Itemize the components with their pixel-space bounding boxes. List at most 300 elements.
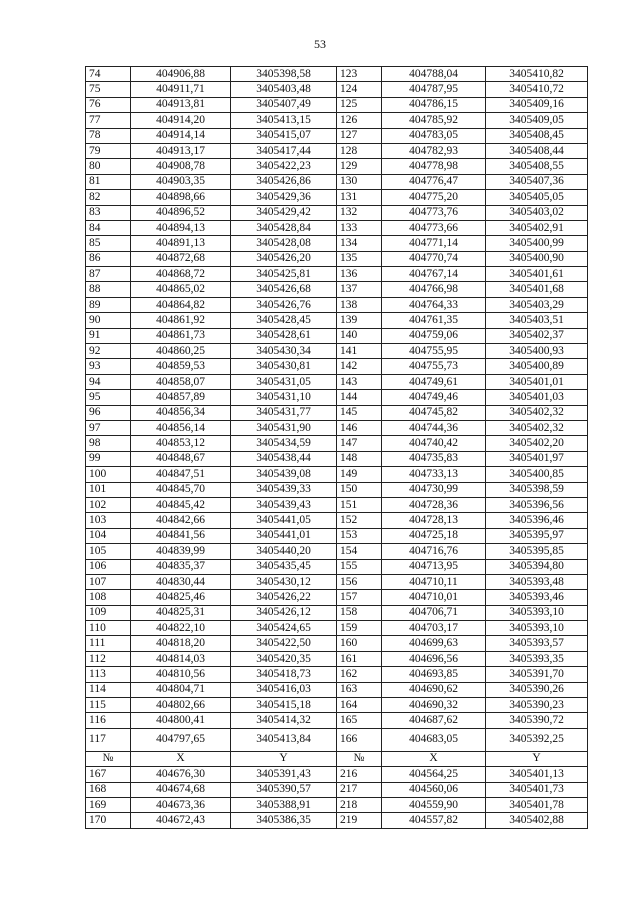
x-coordinate-cell: 404787,95	[382, 82, 486, 97]
x-coordinate-cell: 404845,42	[131, 497, 231, 512]
x-coordinate-cell: 404810,56	[131, 667, 231, 682]
point-number-cell: 96	[86, 405, 131, 420]
y-coordinate-cell: 3405408,55	[486, 159, 588, 174]
y-coordinate-cell: 3405390,23	[486, 698, 588, 713]
point-number-cell: 161	[337, 651, 382, 666]
y-coordinate-cell: 3405394,80	[486, 559, 588, 574]
x-coordinate-cell: 404818,20	[131, 636, 231, 651]
point-number-cell: 91	[86, 328, 131, 343]
y-coordinate-cell: 3405430,34	[231, 344, 337, 359]
point-number-cell: 107	[86, 574, 131, 589]
y-coordinate-cell: 3405408,44	[486, 143, 588, 158]
x-coordinate-cell: 404861,73	[131, 328, 231, 343]
point-number-cell: 84	[86, 220, 131, 235]
point-number-cell: 144	[337, 390, 382, 405]
point-number-cell: 153	[337, 528, 382, 543]
point-number-cell: 115	[86, 698, 131, 713]
table-row	[86, 359, 588, 374]
point-number-cell: 217	[337, 782, 382, 797]
point-number-cell: 82	[86, 190, 131, 205]
table-row	[86, 344, 588, 359]
y-coordinate-cell: 3405401,01	[486, 374, 588, 389]
y-coordinate-cell: 3405426,86	[231, 174, 337, 189]
point-number-cell: 165	[337, 713, 382, 728]
point-number-cell: 147	[337, 436, 382, 451]
y-coordinate-cell: 3405396,46	[486, 513, 588, 528]
y-coordinate-cell: 3405402,32	[486, 420, 588, 435]
point-number-cell: 97	[86, 420, 131, 435]
y-coordinate-cell: 3405400,89	[486, 359, 588, 374]
y-coordinate-cell: 3405428,61	[231, 328, 337, 343]
y-coordinate-cell: 3405400,90	[486, 251, 588, 266]
y-coordinate-cell: 3405402,88	[486, 813, 588, 828]
table-row	[86, 159, 588, 174]
point-number-cell: 146	[337, 420, 382, 435]
coordinates-table	[85, 66, 588, 829]
y-coordinate-cell: 3405430,81	[231, 359, 337, 374]
point-number-cell: 136	[337, 267, 382, 282]
point-number-cell: 92	[86, 344, 131, 359]
table-row	[86, 374, 588, 389]
y-coordinate-cell: 3405428,84	[231, 220, 337, 235]
point-number-cell: 167	[86, 767, 131, 782]
table-row	[86, 482, 588, 497]
table-row	[86, 497, 588, 512]
point-number-cell: 85	[86, 236, 131, 251]
y-coordinate-cell: 3405414,32	[231, 713, 337, 728]
x-coordinate-cell: 404728,36	[382, 497, 486, 512]
x-coordinate-cell: 404814,03	[131, 651, 231, 666]
table-row	[86, 767, 588, 782]
point-number-cell: 127	[337, 128, 382, 143]
table-row	[86, 328, 588, 343]
header-y-coordinate-cell: Y	[486, 751, 588, 766]
x-coordinate-cell: 404853,12	[131, 436, 231, 451]
y-coordinate-cell: 3405431,90	[231, 420, 337, 435]
point-number-cell: 149	[337, 467, 382, 482]
point-number-cell: 81	[86, 174, 131, 189]
y-coordinate-cell: 3405415,07	[231, 128, 337, 143]
point-number-cell: 152	[337, 513, 382, 528]
table-row	[86, 621, 588, 636]
x-coordinate-cell: 404773,66	[382, 220, 486, 235]
y-coordinate-cell: 3405439,33	[231, 482, 337, 497]
x-coordinate-cell: 404911,71	[131, 82, 231, 97]
x-coordinate-cell: 404788,04	[382, 67, 486, 82]
point-number-cell: 105	[86, 544, 131, 559]
x-coordinate-cell: 404676,30	[131, 767, 231, 782]
point-number-cell: 109	[86, 605, 131, 620]
y-coordinate-cell: 3405401,03	[486, 390, 588, 405]
point-number-cell: 78	[86, 128, 131, 143]
y-coordinate-cell: 3405426,76	[231, 297, 337, 312]
table-row	[86, 782, 588, 797]
y-coordinate-cell: 3405400,93	[486, 344, 588, 359]
y-coordinate-cell: 3405400,99	[486, 236, 588, 251]
y-coordinate-cell: 3405403,51	[486, 313, 588, 328]
point-number-cell: 158	[337, 605, 382, 620]
point-number-cell: 116	[86, 713, 131, 728]
x-coordinate-cell: 404560,06	[382, 782, 486, 797]
y-coordinate-cell: 3405390,57	[231, 782, 337, 797]
point-number-cell: 80	[86, 159, 131, 174]
point-number-cell: 154	[337, 544, 382, 559]
x-coordinate-cell: 404841,56	[131, 528, 231, 543]
point-number-cell: 148	[337, 451, 382, 466]
x-coordinate-cell: 404771,14	[382, 236, 486, 251]
table-row	[86, 451, 588, 466]
y-coordinate-cell: 3405413,84	[231, 728, 337, 751]
y-coordinate-cell: 3405395,97	[486, 528, 588, 543]
y-coordinate-cell: 3405400,85	[486, 467, 588, 482]
point-number-cell: 89	[86, 297, 131, 312]
table-row	[86, 605, 588, 620]
x-coordinate-cell: 404672,43	[131, 813, 231, 828]
x-coordinate-cell: 404847,51	[131, 467, 231, 482]
y-coordinate-cell: 3405407,49	[231, 97, 337, 112]
table-row	[86, 67, 588, 82]
x-coordinate-cell: 404766,98	[382, 282, 486, 297]
point-number-cell: 87	[86, 267, 131, 282]
point-number-cell: 95	[86, 390, 131, 405]
y-coordinate-cell: 3405429,42	[231, 205, 337, 220]
table-row	[86, 82, 588, 97]
x-coordinate-cell: 404767,14	[382, 267, 486, 282]
y-coordinate-cell: 3405418,73	[231, 667, 337, 682]
y-coordinate-cell: 3405409,05	[486, 113, 588, 128]
table-row	[86, 797, 588, 812]
table-row	[86, 390, 588, 405]
x-coordinate-cell: 404764,33	[382, 297, 486, 312]
table-row	[86, 143, 588, 158]
point-number-cell: 126	[337, 113, 382, 128]
x-coordinate-cell: 404856,34	[131, 405, 231, 420]
point-number-cell: 99	[86, 451, 131, 466]
point-number-cell: 137	[337, 282, 382, 297]
point-number-cell: 162	[337, 667, 382, 682]
point-number-cell: 83	[86, 205, 131, 220]
table-row	[86, 174, 588, 189]
x-coordinate-cell: 404749,46	[382, 390, 486, 405]
point-number-cell: 98	[86, 436, 131, 451]
x-coordinate-cell: 404759,06	[382, 328, 486, 343]
x-coordinate-cell: 404903,35	[131, 174, 231, 189]
point-number-cell: 113	[86, 667, 131, 682]
table-row	[86, 636, 588, 651]
point-number-cell: 140	[337, 328, 382, 343]
point-number-cell: 156	[337, 574, 382, 589]
point-number-cell: 145	[337, 405, 382, 420]
x-coordinate-cell: 404696,56	[382, 651, 486, 666]
point-number-cell: 125	[337, 97, 382, 112]
point-number-cell: 169	[86, 797, 131, 812]
y-coordinate-cell: 3405431,10	[231, 390, 337, 405]
y-coordinate-cell: 3405407,36	[486, 174, 588, 189]
y-coordinate-cell: 3405424,65	[231, 621, 337, 636]
point-number-cell: 104	[86, 528, 131, 543]
x-coordinate-cell: 404725,18	[382, 528, 486, 543]
x-coordinate-cell: 404755,95	[382, 344, 486, 359]
y-coordinate-cell: 3405393,57	[486, 636, 588, 651]
table-row	[86, 436, 588, 451]
y-coordinate-cell: 3405390,26	[486, 682, 588, 697]
y-coordinate-cell: 3405401,13	[486, 767, 588, 782]
table-row	[86, 190, 588, 205]
y-coordinate-cell: 3405401,61	[486, 267, 588, 282]
point-number-cell: 150	[337, 482, 382, 497]
header-y-coordinate-cell: Y	[231, 751, 337, 766]
y-coordinate-cell: 3405386,35	[231, 813, 337, 828]
y-coordinate-cell: 3405439,43	[231, 497, 337, 512]
point-number-cell: 131	[337, 190, 382, 205]
table-row	[86, 544, 588, 559]
point-number-cell: 111	[86, 636, 131, 651]
y-coordinate-cell: 3405402,32	[486, 405, 588, 420]
point-number-cell: 159	[337, 621, 382, 636]
point-number-cell: 88	[86, 282, 131, 297]
x-coordinate-cell: 404861,92	[131, 313, 231, 328]
point-number-cell: 110	[86, 621, 131, 636]
y-coordinate-cell: 3405410,72	[486, 82, 588, 97]
y-coordinate-cell: 3405402,91	[486, 220, 588, 235]
y-coordinate-cell: 3405441,01	[231, 528, 337, 543]
point-number-cell: 218	[337, 797, 382, 812]
y-coordinate-cell: 3405426,20	[231, 251, 337, 266]
table-row	[86, 698, 588, 713]
point-number-cell: 75	[86, 82, 131, 97]
table-row	[86, 651, 588, 666]
table-row	[86, 559, 588, 574]
x-coordinate-cell: 404858,07	[131, 374, 231, 389]
point-number-cell: 139	[337, 313, 382, 328]
point-number-cell: 124	[337, 82, 382, 97]
point-number-cell: 86	[86, 251, 131, 266]
y-coordinate-cell: 3405388,91	[231, 797, 337, 812]
table-row	[86, 313, 588, 328]
x-coordinate-cell: 404706,71	[382, 605, 486, 620]
y-coordinate-cell: 3405393,48	[486, 574, 588, 589]
x-coordinate-cell: 404728,13	[382, 513, 486, 528]
y-coordinate-cell: 3405439,08	[231, 467, 337, 482]
x-coordinate-cell: 404797,65	[131, 728, 231, 751]
x-coordinate-cell: 404744,36	[382, 420, 486, 435]
x-coordinate-cell: 404770,74	[382, 251, 486, 266]
point-number-cell: 164	[337, 698, 382, 713]
point-number-cell: 74	[86, 67, 131, 82]
point-number-cell: 93	[86, 359, 131, 374]
x-coordinate-cell: 404845,70	[131, 482, 231, 497]
x-coordinate-cell: 404860,25	[131, 344, 231, 359]
x-coordinate-cell: 404906,88	[131, 67, 231, 82]
y-coordinate-cell: 3405401,78	[486, 797, 588, 812]
point-number-cell: 155	[337, 559, 382, 574]
y-coordinate-cell: 3405403,29	[486, 297, 588, 312]
y-coordinate-cell: 3405413,15	[231, 113, 337, 128]
x-coordinate-cell: 404865,02	[131, 282, 231, 297]
y-coordinate-cell: 3405403,48	[231, 82, 337, 97]
header-point-number-cell: №	[337, 751, 382, 766]
y-coordinate-cell: 3405396,56	[486, 497, 588, 512]
point-number-cell: 128	[337, 143, 382, 158]
table-row	[86, 251, 588, 266]
x-coordinate-cell: 404785,92	[382, 113, 486, 128]
table-row	[86, 128, 588, 143]
point-number-cell: 142	[337, 359, 382, 374]
x-coordinate-cell: 404896,52	[131, 205, 231, 220]
x-coordinate-cell: 404745,82	[382, 405, 486, 420]
point-number-cell: 216	[337, 767, 382, 782]
x-coordinate-cell: 404716,76	[382, 544, 486, 559]
x-coordinate-cell: 404825,31	[131, 605, 231, 620]
table-row	[86, 236, 588, 251]
x-coordinate-cell: 404740,42	[382, 436, 486, 451]
table-row	[86, 467, 588, 482]
table-row	[86, 267, 588, 282]
y-coordinate-cell: 3405422,23	[231, 159, 337, 174]
point-number-cell: 102	[86, 497, 131, 512]
y-coordinate-cell: 3405430,12	[231, 574, 337, 589]
x-coordinate-cell: 404778,98	[382, 159, 486, 174]
x-coordinate-cell: 404730,99	[382, 482, 486, 497]
point-number-cell: 112	[86, 651, 131, 666]
point-number-cell: 143	[337, 374, 382, 389]
y-coordinate-cell: 3405401,68	[486, 282, 588, 297]
y-coordinate-cell: 3405392,25	[486, 728, 588, 751]
y-coordinate-cell: 3405391,70	[486, 667, 588, 682]
x-coordinate-cell: 404786,15	[382, 97, 486, 112]
point-number-cell: 129	[337, 159, 382, 174]
x-coordinate-cell: 404894,13	[131, 220, 231, 235]
x-coordinate-cell: 404842,66	[131, 513, 231, 528]
table-row	[86, 297, 588, 312]
x-coordinate-cell: 404673,36	[131, 797, 231, 812]
x-coordinate-cell: 404713,95	[382, 559, 486, 574]
y-coordinate-cell: 3405426,12	[231, 605, 337, 620]
x-coordinate-cell: 404913,17	[131, 143, 231, 158]
x-coordinate-cell: 404690,32	[382, 698, 486, 713]
x-coordinate-cell: 404914,14	[131, 128, 231, 143]
point-number-cell: 168	[86, 782, 131, 797]
y-coordinate-cell: 3405435,45	[231, 559, 337, 574]
y-coordinate-cell: 3405402,20	[486, 436, 588, 451]
x-coordinate-cell: 404699,63	[382, 636, 486, 651]
x-coordinate-cell: 404674,68	[131, 782, 231, 797]
y-coordinate-cell: 3405393,46	[486, 590, 588, 605]
point-number-cell: 77	[86, 113, 131, 128]
x-coordinate-cell: 404761,35	[382, 313, 486, 328]
table-row	[86, 728, 588, 751]
x-coordinate-cell: 404804,71	[131, 682, 231, 697]
table-row	[86, 113, 588, 128]
page-number: 53	[314, 37, 326, 51]
y-coordinate-cell: 3405440,20	[231, 544, 337, 559]
x-coordinate-cell: 404908,78	[131, 159, 231, 174]
y-coordinate-cell: 3405426,22	[231, 590, 337, 605]
x-coordinate-cell: 404749,61	[382, 374, 486, 389]
y-coordinate-cell: 3405438,44	[231, 451, 337, 466]
x-coordinate-cell: 404559,90	[382, 797, 486, 812]
x-coordinate-cell: 404802,66	[131, 698, 231, 713]
x-coordinate-cell: 404835,37	[131, 559, 231, 574]
table-row	[86, 713, 588, 728]
point-number-cell: 103	[86, 513, 131, 528]
x-coordinate-cell: 404557,82	[382, 813, 486, 828]
y-coordinate-cell: 3405402,37	[486, 328, 588, 343]
point-number-cell: 151	[337, 497, 382, 512]
point-number-cell: 132	[337, 205, 382, 220]
point-number-cell: 94	[86, 374, 131, 389]
point-number-cell: 106	[86, 559, 131, 574]
table-row	[86, 97, 588, 112]
x-coordinate-cell: 404735,83	[382, 451, 486, 466]
point-number-cell: 160	[337, 636, 382, 651]
x-coordinate-cell: 404848,67	[131, 451, 231, 466]
x-coordinate-cell: 404775,20	[382, 190, 486, 205]
y-coordinate-cell: 3405391,43	[231, 767, 337, 782]
x-coordinate-cell: 404839,99	[131, 544, 231, 559]
x-coordinate-cell: 404733,13	[382, 467, 486, 482]
y-coordinate-cell: 3405429,36	[231, 190, 337, 205]
y-coordinate-cell: 3405403,02	[486, 205, 588, 220]
x-coordinate-cell: 404868,72	[131, 267, 231, 282]
y-coordinate-cell: 3405409,16	[486, 97, 588, 112]
point-number-cell: 114	[86, 682, 131, 697]
table-row	[86, 590, 588, 605]
x-coordinate-cell: 404891,13	[131, 236, 231, 251]
x-coordinate-cell: 404693,85	[382, 667, 486, 682]
y-coordinate-cell: 3405416,03	[231, 682, 337, 697]
table-row	[86, 405, 588, 420]
y-coordinate-cell: 3405410,82	[486, 67, 588, 82]
x-coordinate-cell: 404690,62	[382, 682, 486, 697]
point-number-cell: 134	[337, 236, 382, 251]
y-coordinate-cell: 3405431,77	[231, 405, 337, 420]
table-row	[86, 667, 588, 682]
table-row	[86, 574, 588, 589]
x-coordinate-cell: 404683,05	[382, 728, 486, 751]
table-row	[86, 528, 588, 543]
point-number-cell: 101	[86, 482, 131, 497]
y-coordinate-cell: 3405398,59	[486, 482, 588, 497]
point-number-cell: 133	[337, 220, 382, 235]
y-coordinate-cell: 3405390,72	[486, 713, 588, 728]
y-coordinate-cell: 3405420,35	[231, 651, 337, 666]
point-number-cell: 166	[337, 728, 382, 751]
y-coordinate-cell: 3405415,18	[231, 698, 337, 713]
x-coordinate-cell: 404914,20	[131, 113, 231, 128]
x-coordinate-cell: 404782,93	[382, 143, 486, 158]
x-coordinate-cell: 404913,81	[131, 97, 231, 112]
point-number-cell: 123	[337, 67, 382, 82]
point-number-cell: 141	[337, 344, 382, 359]
x-coordinate-cell: 404703,17	[382, 621, 486, 636]
point-number-cell: 130	[337, 174, 382, 189]
x-coordinate-cell: 404755,73	[382, 359, 486, 374]
y-coordinate-cell: 3405393,10	[486, 605, 588, 620]
header-point-number-cell: №	[86, 751, 131, 766]
table-row	[86, 513, 588, 528]
x-coordinate-cell: 404564,25	[382, 767, 486, 782]
y-coordinate-cell: 3405393,10	[486, 621, 588, 636]
y-coordinate-cell: 3405401,97	[486, 451, 588, 466]
point-number-cell: 117	[86, 728, 131, 751]
y-coordinate-cell: 3405398,58	[231, 67, 337, 82]
table-row	[86, 282, 588, 297]
y-coordinate-cell: 3405441,05	[231, 513, 337, 528]
header-x-coordinate-cell: X	[131, 751, 231, 766]
x-coordinate-cell: 404773,76	[382, 205, 486, 220]
point-number-cell: 100	[86, 467, 131, 482]
